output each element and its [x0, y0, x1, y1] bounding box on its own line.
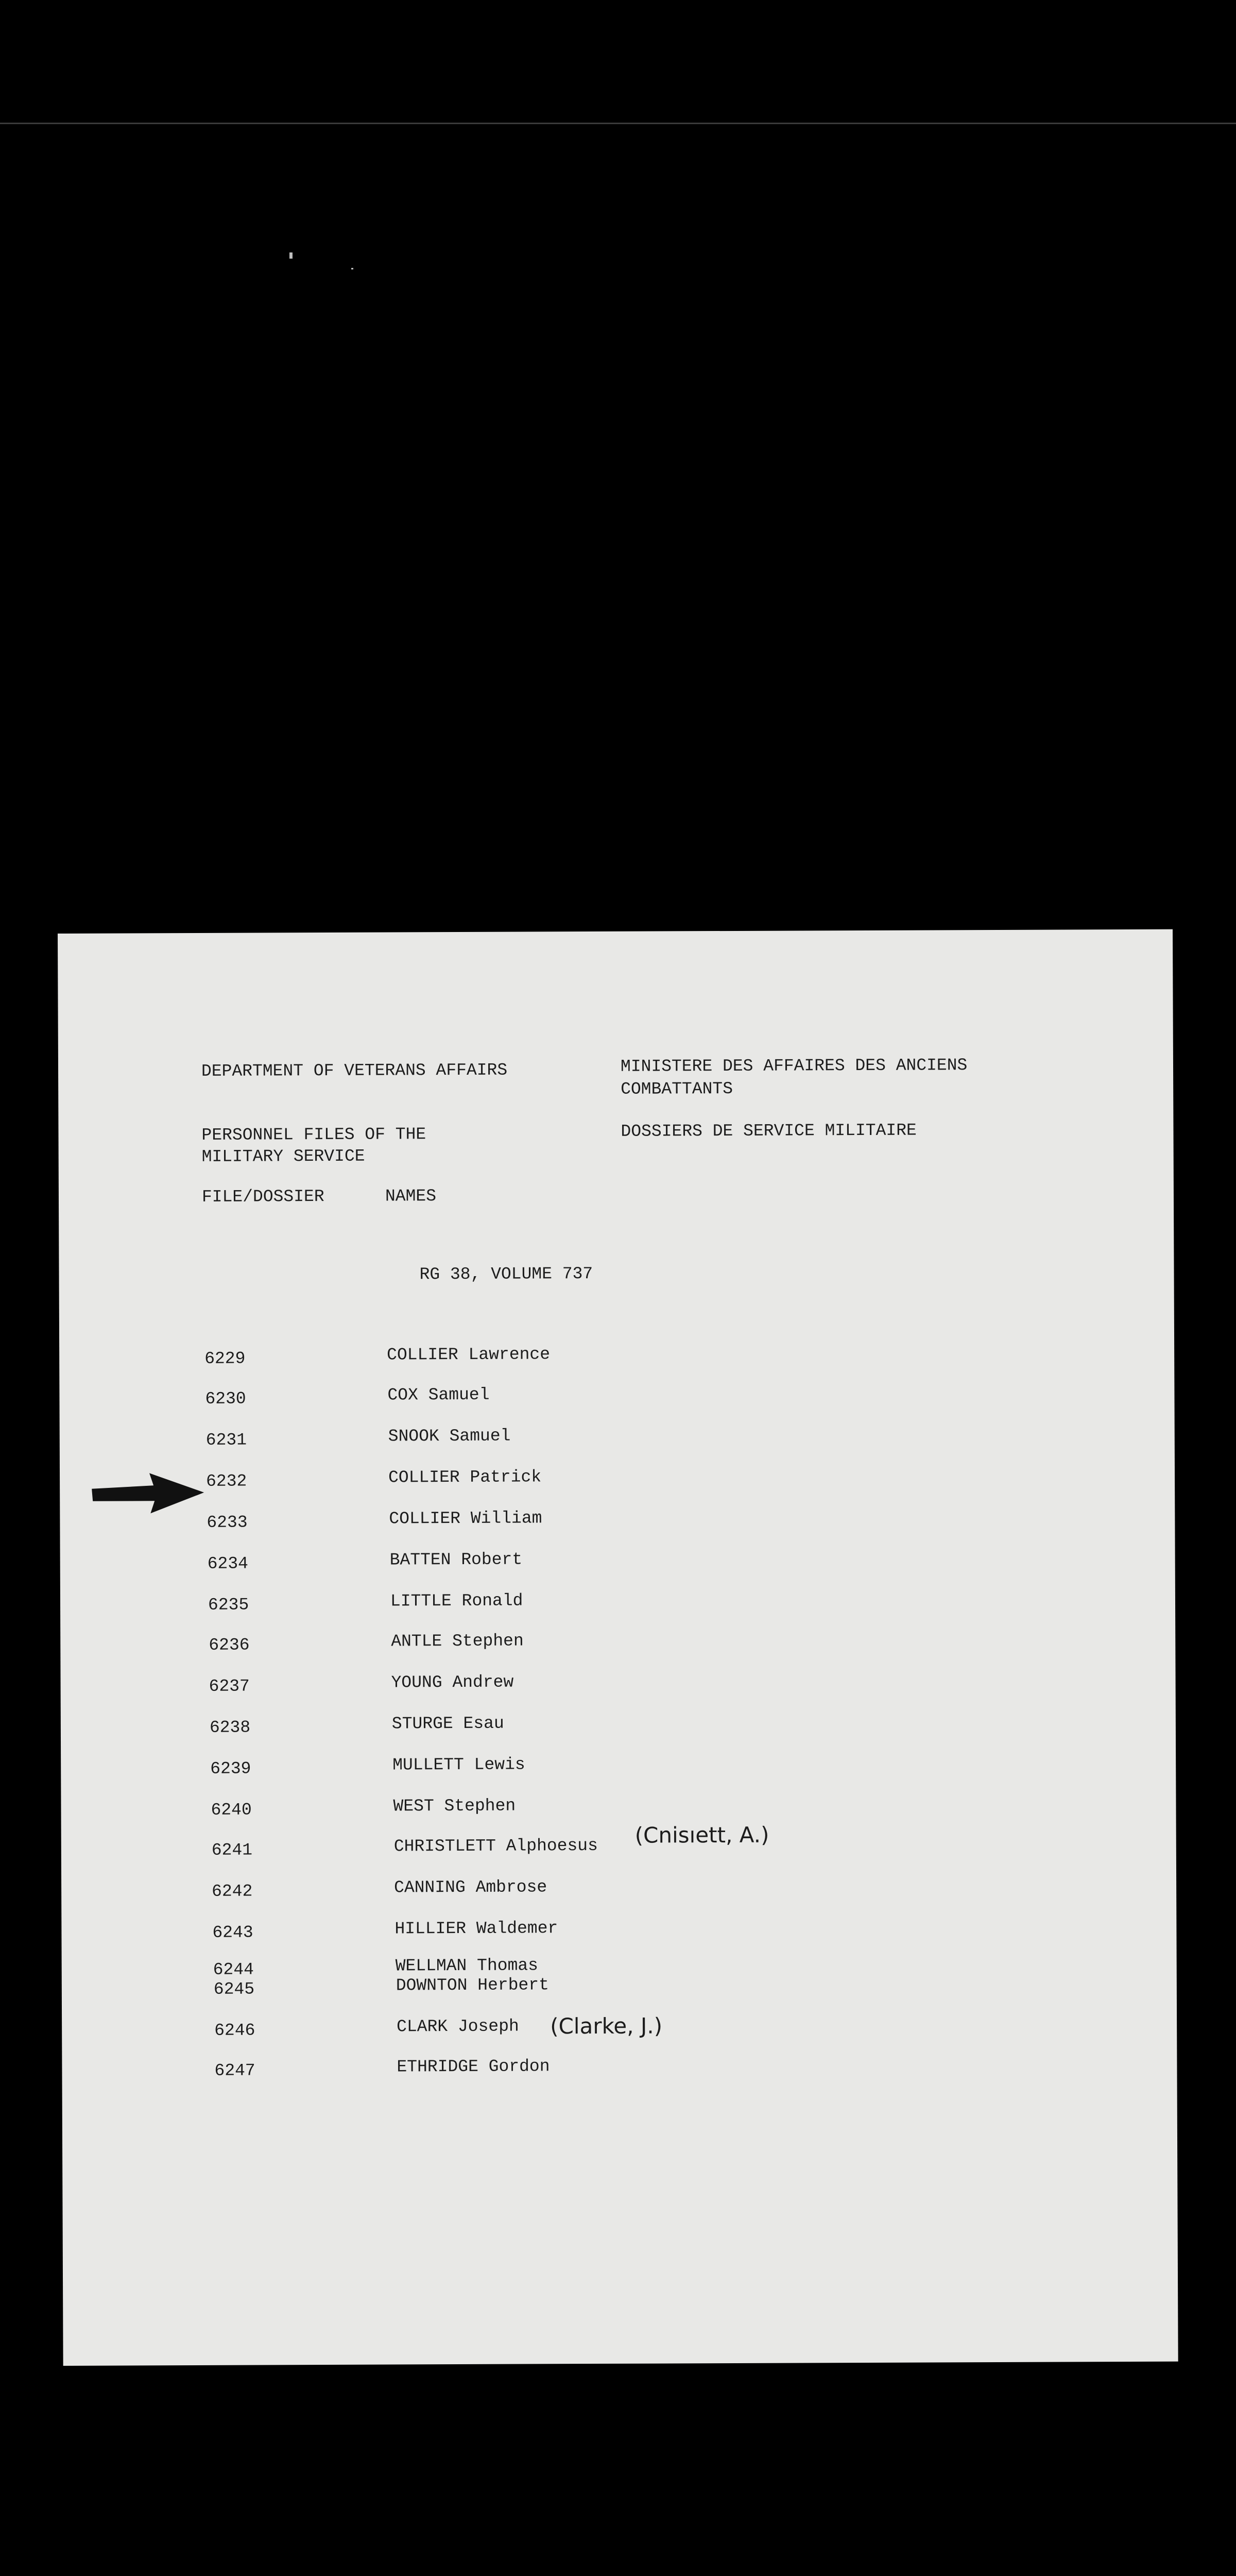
file-number: 6241 [211, 1840, 253, 1860]
person-name: COLLIER William [389, 1509, 542, 1529]
file-number: 6246 [214, 2021, 255, 2040]
files-en-line2: MILITARY SERVICE [201, 1146, 365, 1166]
handwritten-note-6246: (Clarke, J.) [550, 2013, 663, 2039]
file-number: 6229 [204, 1349, 246, 1368]
document-page [58, 929, 1178, 2366]
scan-top-line [0, 123, 1236, 124]
column-header-file: FILE/DOSSIER [201, 1187, 324, 1207]
file-number: 6230 [205, 1389, 246, 1409]
file-number: 6233 [207, 1513, 248, 1532]
scan-speck [351, 268, 353, 269]
file-number: 6247 [214, 2061, 255, 2080]
person-name: COLLIER Lawrence [387, 1345, 551, 1365]
scan-speck [289, 252, 293, 259]
file-number: 6235 [208, 1595, 249, 1615]
volume-label: RG 38, VOLUME 737 [419, 1264, 593, 1284]
file-number: 6237 [209, 1676, 250, 1696]
person-name: DOWNTON Herbert [396, 1975, 549, 1995]
person-name: SNOOK Samuel [388, 1426, 511, 1446]
dept-fr-line2: COMBATTANTS [621, 1079, 733, 1099]
arrow-right-icon [92, 1473, 205, 1515]
column-header-names: NAMES [385, 1187, 437, 1206]
dept-en: DEPARTMENT OF VETERANS AFFAIRS [201, 1060, 508, 1081]
file-number: 6245 [213, 1979, 255, 1999]
person-name: CHRISTLETT Alphoesus [393, 1836, 598, 1856]
person-name: COLLIER Patrick [388, 1467, 542, 1487]
person-name: WELLMAN Thomas [395, 1956, 539, 1976]
person-name: HILLIER Waldemer [394, 1919, 558, 1939]
person-name: CANNING Ambrose [394, 1877, 547, 1897]
file-number: 6231 [205, 1430, 247, 1450]
person-name: COX Samuel [387, 1385, 490, 1405]
files-fr: DOSSIERS DE SERVICE MILITAIRE [621, 1121, 917, 1141]
files-en-line1: PERSONNEL FILES OF THE [201, 1125, 426, 1145]
file-number: 6236 [209, 1635, 250, 1655]
person-name: LITTLE Ronald [390, 1591, 523, 1611]
file-number: 6239 [210, 1759, 251, 1778]
person-name: ANTLE Stephen [391, 1631, 524, 1651]
person-name: MULLETT Lewis [392, 1755, 525, 1775]
dept-fr-line1: MINISTERE DES AFFAIRES DES ANCIENS [620, 1056, 968, 1076]
person-name: WEST Stephen [393, 1796, 516, 1816]
person-name: STURGE Esau [391, 1714, 504, 1734]
file-number: 6243 [212, 1923, 253, 1942]
file-number: 6232 [206, 1471, 247, 1491]
person-name: BATTEN Robert [389, 1550, 523, 1570]
person-name: ETHRIDGE Gordon [397, 2057, 550, 2077]
handwritten-note-6241: (Cnisıett, A.) [634, 1822, 769, 1848]
person-name: YOUNG Andrew [391, 1672, 514, 1692]
file-number: 6244 [213, 1960, 254, 1979]
file-number: 6242 [212, 1882, 253, 1901]
person-name: CLARK Joseph [397, 2016, 519, 2037]
file-number: 6238 [209, 1718, 251, 1737]
file-number: 6240 [211, 1800, 252, 1820]
file-number: 6234 [207, 1554, 248, 1573]
